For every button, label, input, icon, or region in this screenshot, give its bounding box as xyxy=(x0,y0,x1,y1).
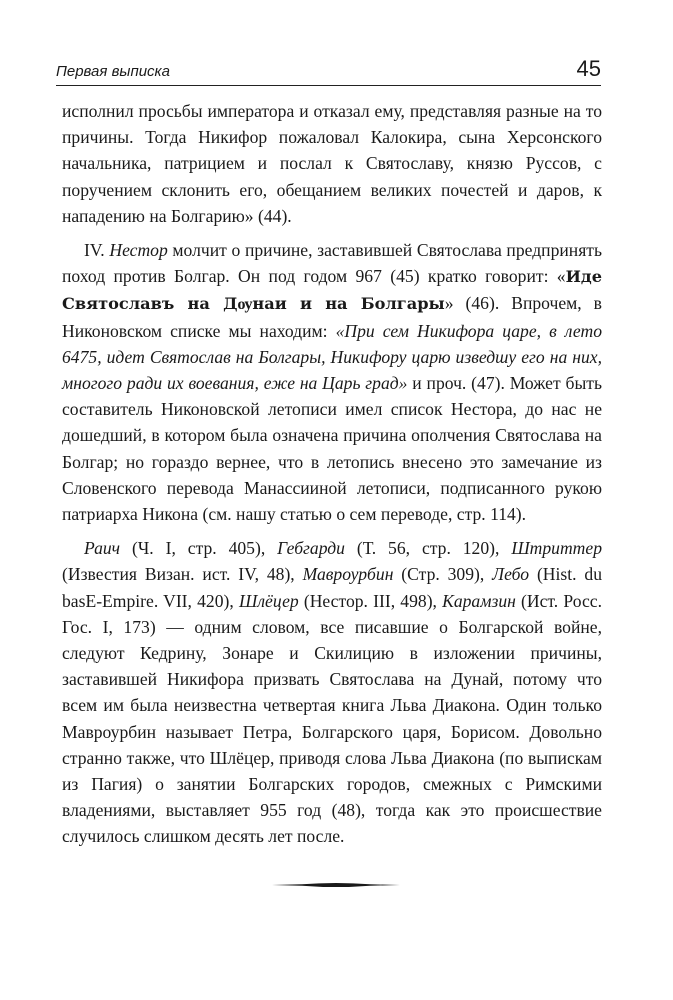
paragraph-2 xyxy=(62,237,602,527)
paragraph-3 xyxy=(62,535,602,849)
author-name: Карамзин xyxy=(442,590,516,611)
text-segment: (Ист. Росс. Гос. I, 173) — одним словом, все писавшие о Болгарской войне, следуют Кедрину, Зонаре и Скилицию в изложении причины, заставившей Никифора призвать Святослава на Дунай, потому что всем им была неизвестна четвертая книга Льва Диакона. Один только Мавроурбин называет Петра, Болгарского царя, Борисом. Довольно странно также, что Шлёцер, приводя слова Льва Диакона (по выпискам из Пагия) о занятии Болгарских городов, смежных с Римскими владениями, выставляет 955 год (48), тогда как это происшествие случилось слишком десять лет после. xyxy=(62,590,602,847)
text-segment: и проч. (47). Может быть составитель Никоновской летописи имел список Нестора, до нас не дошедший, в котором была означена причина ополчения Святослава на Болгар; но гораздо вернее, что в летопись внесено это замечание из Словенского перевода Манассииной летописи, подписанного рукою патриарха Никона (см. нашу статью о сем переводе, стр. 114). xyxy=(62,373,602,525)
running-head xyxy=(56,58,601,82)
author-name: Гебгарди xyxy=(277,538,345,559)
old-slavonic-quote: Иде Святославъ на Дѹнаи и на Болгары xyxy=(62,267,602,314)
body-text xyxy=(62,98,602,850)
text-segment: (Т. 56, стр. 120), xyxy=(344,538,512,559)
author-name-nestor: Нестор xyxy=(109,240,168,261)
header-rule xyxy=(56,85,601,86)
author-name: Мавроурбин xyxy=(302,564,394,585)
author-name: Раич xyxy=(84,538,121,559)
text-segment: » (46). Впрочем, в Никоновском списке мы находим: xyxy=(62,293,602,341)
text-segment: (Стр. 309), xyxy=(393,564,493,585)
page-number: 45 xyxy=(576,56,601,81)
text-segment: (Hist. du basE-Empire. VII, 420), xyxy=(62,564,602,611)
text-segment: IV. xyxy=(84,240,110,261)
author-name: Штриттер xyxy=(511,538,602,559)
text-segment: исполнил просьбы императора и отказал ему, представляя разные на то причины. Тогда Никифор пожаловал Калокира, сына Херсонского начальника, патрицием и послал к Святославу, князю Руссов, с поручением склонить его, обещанием великих почестей и даров, к нападению на Болгарию» (44). xyxy=(62,101,602,226)
text-segment: молчит о причине, заставившей Святослава предпринять поход против Болгар. Он под годом 967 (45) кратко говорит: « xyxy=(62,240,602,287)
text-segment: (Нестор. III, 498), xyxy=(298,590,443,611)
author-name: Шлёцер xyxy=(239,590,299,611)
text-segment: (Известия Визан. ист. IV, 48), xyxy=(62,564,303,585)
chronicle-quote: «При сем Никифора царе, в лето 6475, идет Святослав на Болгары, Никифору царю изведшу его на них, многого ради их воевания, еже на Царь град» xyxy=(62,320,602,394)
running-title: Первая выписка xyxy=(56,63,170,80)
section-end-ornament xyxy=(272,881,400,889)
author-name: Лебо xyxy=(492,564,530,585)
paragraph-1 xyxy=(62,98,602,229)
text-segment: (Ч. I, стр. 405), xyxy=(120,538,278,559)
